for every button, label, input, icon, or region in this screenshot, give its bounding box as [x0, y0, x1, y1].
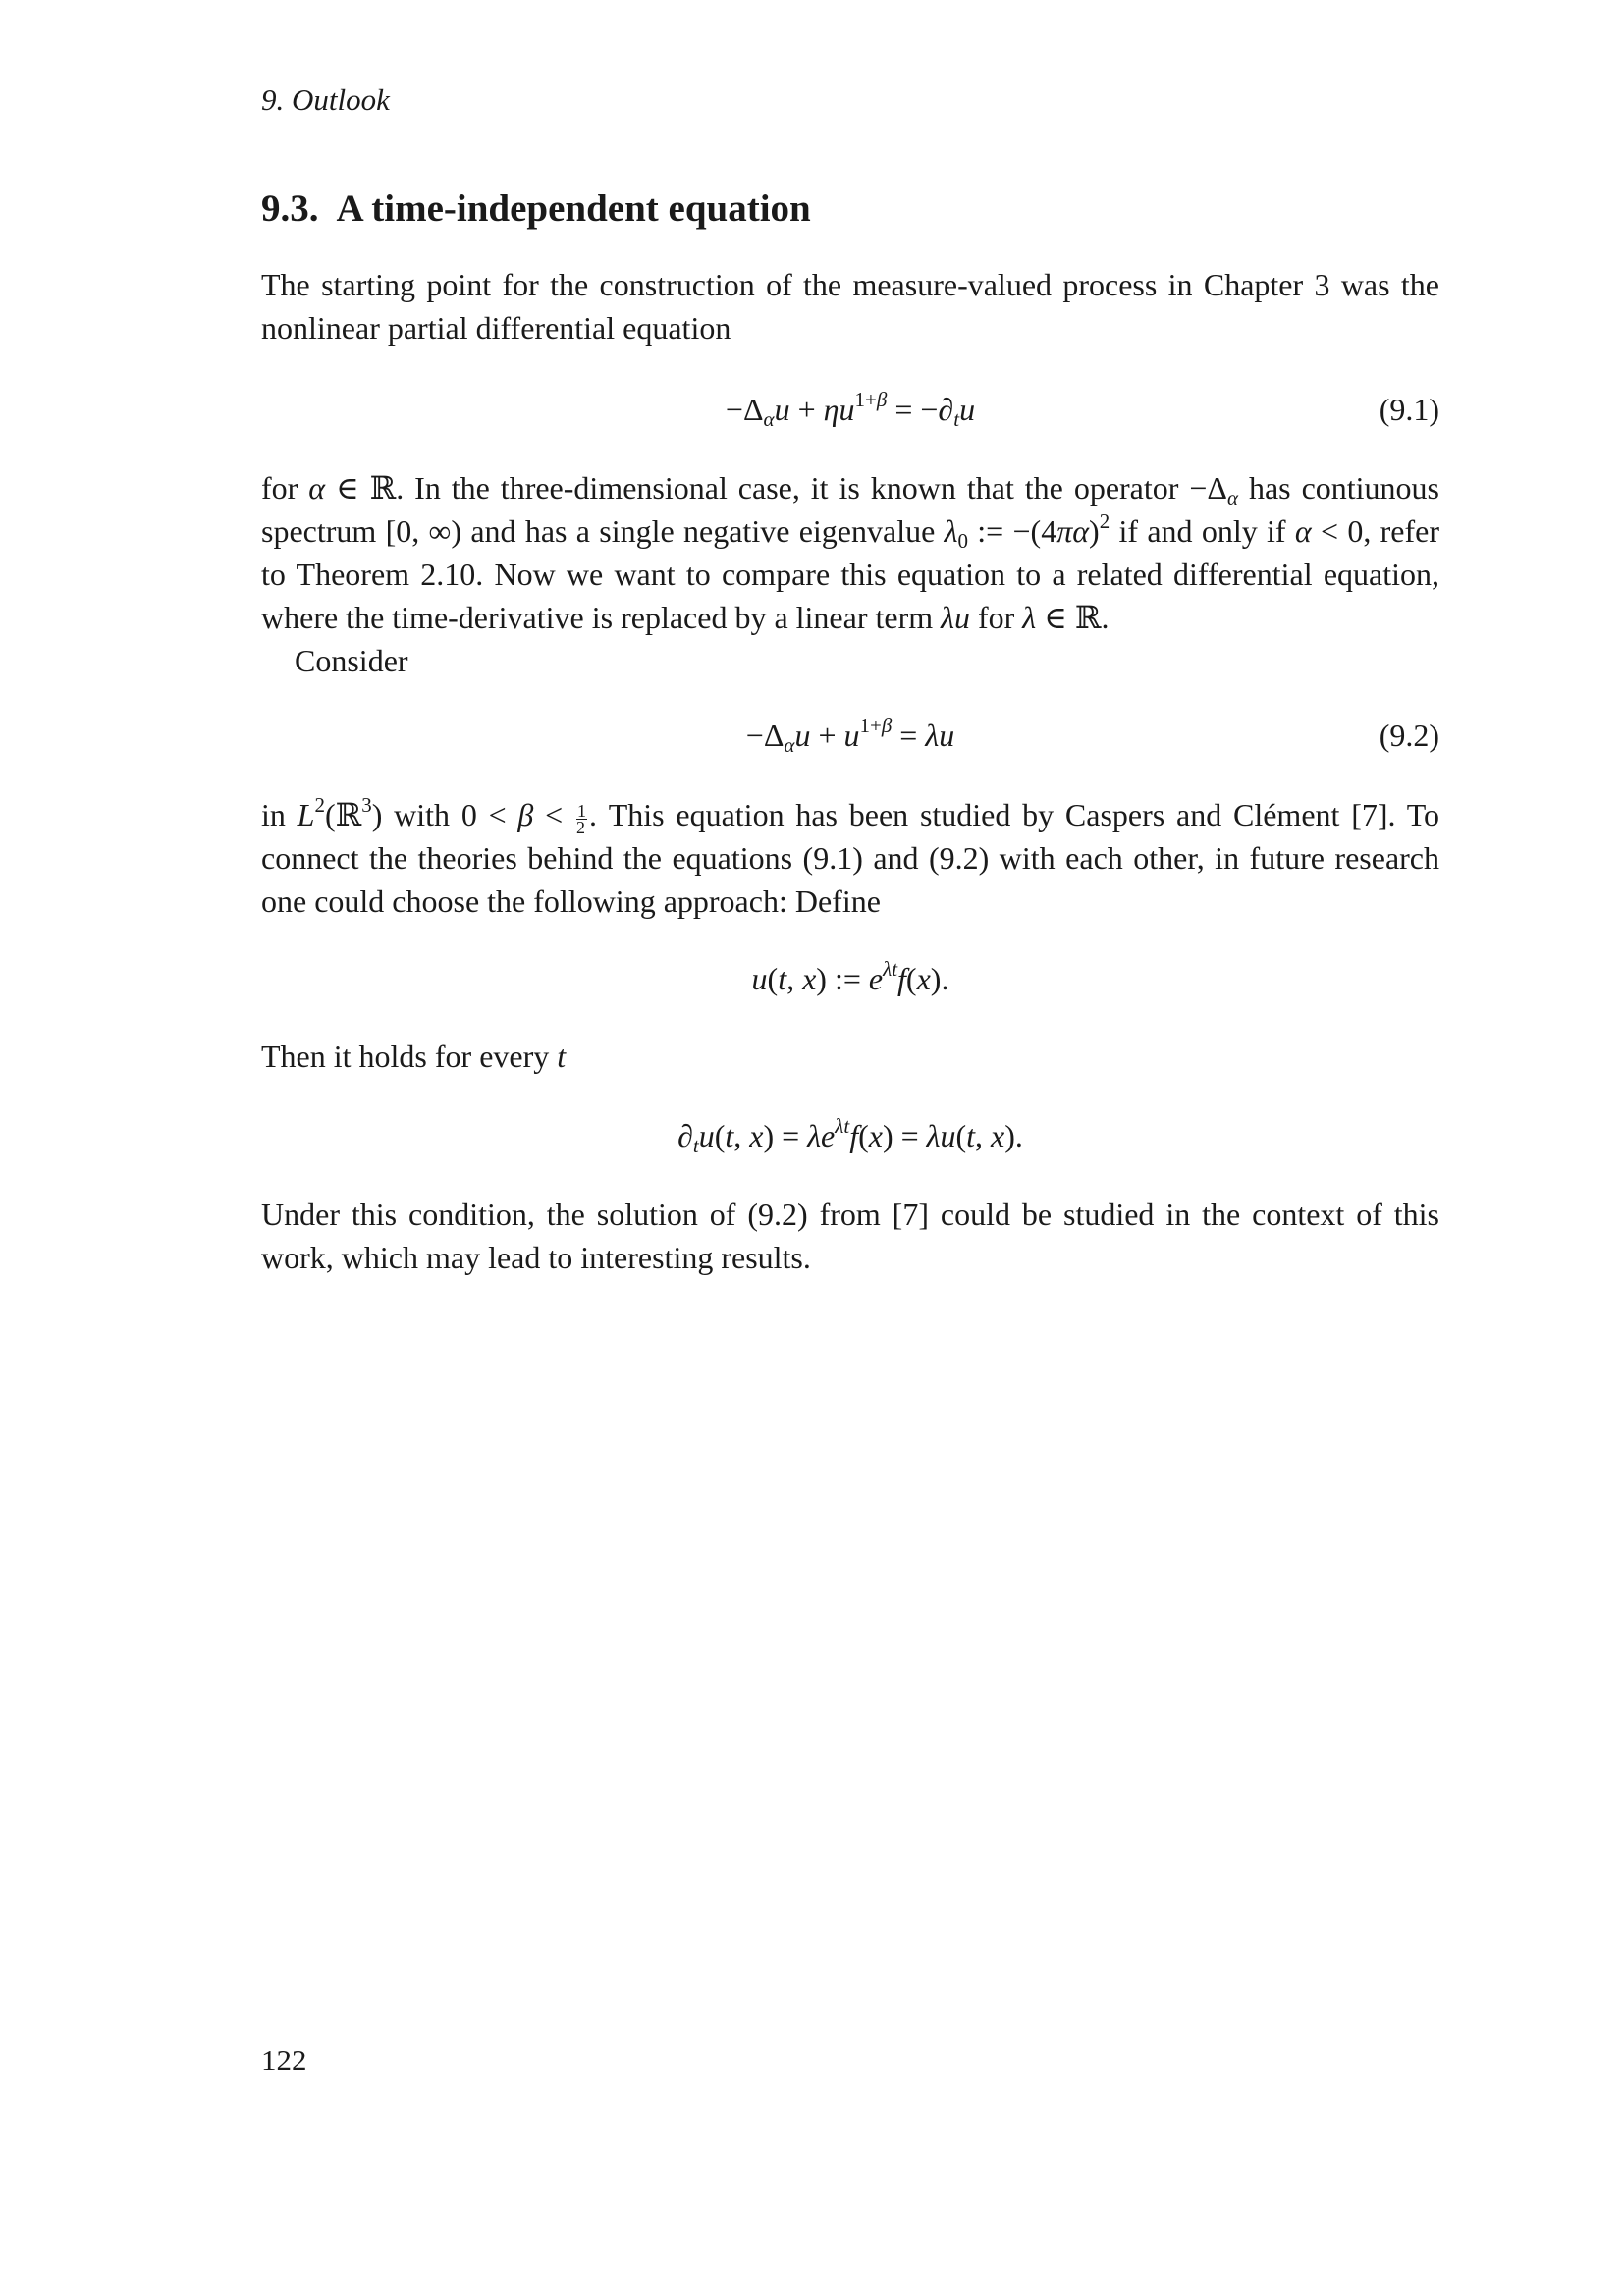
paragraph-operator	[261, 466, 1439, 682]
equation-9-2-body: $-\Delta_\alpha u + u^{1+\beta} = \lambda u$	[745, 714, 955, 757]
paragraph-caspers	[261, 793, 1439, 923]
operator-line-3: to Theorem 2.10. Now we want to compare this equation to a related differential equation,	[261, 557, 1439, 592]
equation-derivative	[261, 1114, 1439, 1157]
page-number: 122	[261, 2043, 307, 2077]
equation-9-2-number: (9.2)	[1379, 718, 1439, 753]
intro-line-1: The starting point for the construction of the measure-valued process in Chapter 3 was the	[261, 267, 1439, 302]
caspers-line-2: connect the theories behind the equations (9.1) and (9.2) with each other, in future research	[261, 840, 1439, 876]
section-title-text: A time-independent equation	[336, 187, 811, 230]
consider-line: Consider	[295, 643, 408, 678]
paragraph-conclusion	[261, 1193, 1439, 1279]
paragraph-intro	[261, 263, 1439, 349]
operator-line-4: where the time-derivative is replaced by a linear term λu for λ ∈ ℝ.	[261, 600, 1110, 635]
operator-line-1: for α ∈ ℝ. In the three-dimensional case, it is known that the operator $-\Delta_\alpha$ has contiunous	[261, 470, 1440, 509]
equation-derivative-body: $\partial_tu(t$, $x) = \lambda e^{\lambda t}f(x) = \lambda u(t$, x).	[677, 1114, 1023, 1157]
equation-9-1-number: (9.1)	[1379, 392, 1439, 427]
conclusion-line-1: Under this condition, the solution of (9.2) from [7] could be studied in the context of this	[261, 1197, 1439, 1232]
conclusion-line-2: work, which may lead to interesting results.	[261, 1240, 811, 1275]
equation-9-1-body: $-\Delta_\alpha u + \eta u^{1+\beta} = -\partial_tu$	[725, 388, 976, 431]
caspers-line-1: in $L^2(ℝ^3)$ with 0 < β < $\frac{1}{2}$ . This equation has been studied by Caspers and Clément [7]. To	[261, 793, 1440, 837]
paragraph-then	[261, 1035, 1439, 1078]
equation-define-body: u(t, x) := $e^{\lambda t}f(x)$.	[751, 957, 949, 996]
then-line: Then it holds for every t	[261, 1039, 567, 1074]
caspers-line-3: one could choose the following approach: Define	[261, 883, 881, 919]
equation-9-2	[261, 714, 1439, 757]
intro-line-2: nonlinear partial differential equation	[261, 310, 731, 346]
equation-define	[261, 957, 1439, 1000]
operator-line-2: spectrum [0, ∞) and has a single negative eigenvalue $\lambda_0$ := $-(4\pi\alpha)^2$ if and only if α < 0, refer	[261, 509, 1440, 553]
running-head: 9. Outlook	[261, 82, 390, 117]
fraction-one-half: $\frac{1}{2}$	[575, 801, 586, 837]
section-number: 9.3.	[261, 187, 319, 230]
equation-9-1	[261, 388, 1439, 431]
section-title	[261, 187, 811, 231]
